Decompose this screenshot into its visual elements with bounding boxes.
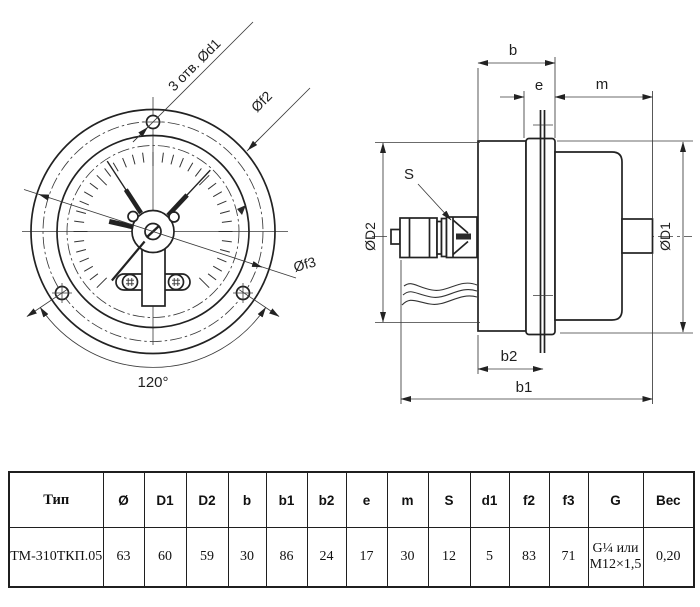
- holes-leader-line: [133, 22, 253, 142]
- g-thread-line2: M12×1,5: [589, 557, 642, 572]
- front-view: [22, 22, 318, 391]
- cell-m: 30: [387, 528, 428, 588]
- pivot-screw-left: [128, 212, 138, 222]
- cell-type: ТМ-310ТКП.05: [9, 528, 103, 588]
- f2-leader-arrow: [248, 139, 259, 150]
- header-s: S: [428, 472, 470, 528]
- f3-dimension-label: Øf3: [291, 253, 318, 275]
- cell-s: 12: [428, 528, 470, 588]
- header-d1: D1: [144, 472, 186, 528]
- header-diameter: Ø: [103, 472, 144, 528]
- header-f3: f3: [549, 472, 588, 528]
- s-dimension-label: S: [403, 166, 415, 183]
- cell-f3: 71: [549, 528, 588, 588]
- electrical-wires: [402, 283, 477, 305]
- header-e: e: [346, 472, 387, 528]
- b2-dimension-label: b2: [500, 348, 518, 365]
- cell-d1: 60: [144, 528, 186, 588]
- pointer-stop-pin: [237, 205, 246, 215]
- cell-b1: 86: [266, 528, 307, 588]
- cell-f2: 83: [509, 528, 549, 588]
- cell-d2: 59: [186, 528, 228, 588]
- b-dimension-label: b: [508, 42, 518, 59]
- pressure-fitting: [391, 217, 477, 258]
- table-data-row: [9, 528, 694, 588]
- hex-nut: [400, 218, 437, 258]
- cell-b2: 24: [307, 528, 346, 588]
- holes-leader-arrow: [133, 128, 148, 143]
- header-f2: f2: [509, 472, 549, 528]
- gland-slot: [456, 234, 471, 240]
- d2-dimension-label: ØD2: [362, 222, 378, 251]
- lug-hole-right: [169, 275, 184, 290]
- dimensions-table: [8, 471, 695, 588]
- pivot-screw-right: [169, 212, 179, 222]
- d1-dimension-label: ØD1: [657, 222, 673, 251]
- f2-dimension-label: Øf2: [247, 87, 276, 116]
- angle-dimension-label: 120°: [137, 374, 169, 391]
- header-b2: b2: [307, 472, 346, 528]
- header-weight: Вес: [643, 472, 694, 528]
- s-leader-line: [418, 184, 451, 220]
- header-d2: D2: [186, 472, 228, 528]
- case-body: [478, 141, 526, 331]
- header-type: Тип: [9, 472, 103, 528]
- header-b: b: [228, 472, 266, 528]
- cell-g-thread: [588, 528, 643, 588]
- lug-hole-left: [123, 275, 138, 290]
- cell-diameter: 63: [103, 528, 144, 588]
- front-cylinder: [555, 152, 622, 320]
- g-thread-line1: G¼ или: [592, 541, 639, 556]
- cell-e: 17: [346, 528, 387, 588]
- f3-arrow-right: [251, 264, 262, 268]
- header-m: m: [387, 472, 428, 528]
- holes-dimension-label: 3 отв. Ød1: [164, 35, 224, 95]
- e-dimension-label: e: [534, 77, 544, 94]
- table-header-row: [9, 472, 694, 528]
- front-boss: [622, 219, 653, 253]
- m-dimension-label: m: [595, 76, 609, 93]
- header-g: G: [588, 472, 643, 528]
- b1-dimension-label: b1: [515, 379, 533, 396]
- header-hole-d1: d1: [470, 472, 509, 528]
- header-b1: b1: [266, 472, 307, 528]
- cell-b: 30: [228, 528, 266, 588]
- cell-hole-d1: 5: [470, 528, 509, 588]
- cell-weight: 0,20: [643, 528, 694, 588]
- f3-arrow-left: [39, 194, 50, 198]
- side-view: [362, 42, 693, 404]
